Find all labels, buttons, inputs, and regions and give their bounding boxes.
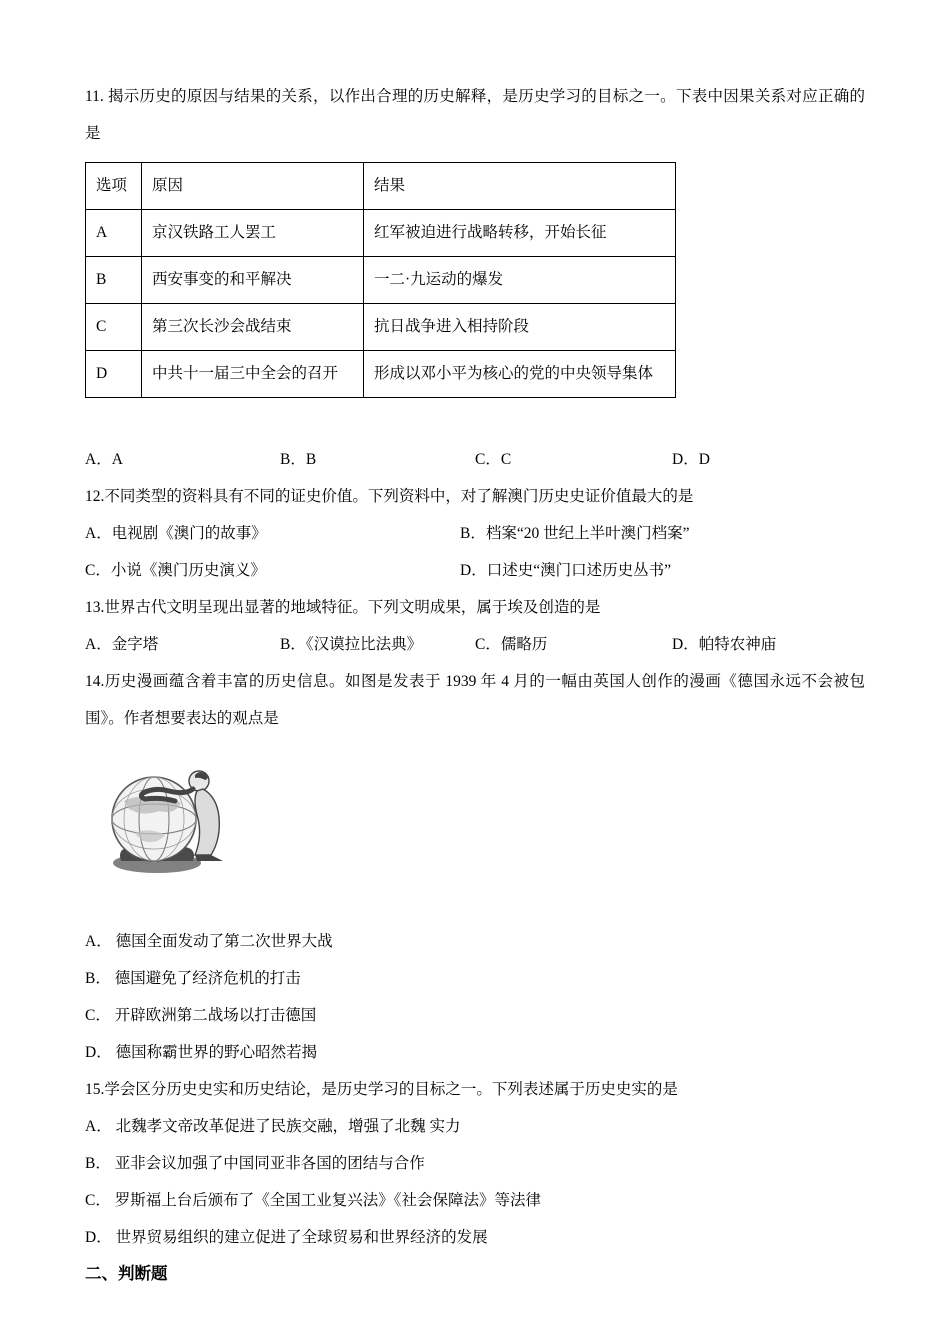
question-13-text: 13.世界古代文明呈现出显著的地域特征。下列文明成果，属于埃及创造的是 xyxy=(85,599,601,616)
table-header-row xyxy=(86,163,676,210)
table-header-option: 选项 xyxy=(86,163,142,210)
option-b: B．《汉谟拉比法典》 xyxy=(280,636,423,653)
question-12-options-row1 xyxy=(85,515,865,552)
question-14 xyxy=(85,663,865,1071)
option-c: C． 开辟欧洲第二战场以打击德国 xyxy=(85,1007,317,1024)
spacer xyxy=(85,889,865,923)
table-header-cause: 原因 xyxy=(142,163,364,210)
question-12 xyxy=(85,478,865,589)
option-b: B．B xyxy=(280,451,317,468)
option-a: A． 北魏孝文帝改革促进了民族交融，增强了北魏 实力 xyxy=(85,1118,461,1135)
option-d: D． 世界贸易组织的建立促进了全球贸易和世界经济的发展 xyxy=(85,1229,488,1246)
option-a: A． 德国全面发动了第二次世界大战 xyxy=(85,933,333,950)
table-row xyxy=(86,304,676,351)
table-cell: B xyxy=(86,257,142,304)
option-d: D． 德国称霸世界的野心昭然若揭 xyxy=(85,1044,318,1061)
option-d: D．帕特农神庙 xyxy=(672,636,777,653)
table-cell: 抗日战争进入相持阶段 xyxy=(364,304,676,351)
option-a: A．A xyxy=(85,451,123,468)
question-13 xyxy=(85,589,865,663)
question-15 xyxy=(85,1071,865,1256)
table-cell: 西安事变的和平解决 xyxy=(142,257,364,304)
question-11-options xyxy=(85,441,865,478)
table-row xyxy=(86,257,676,304)
option-d: D．口述史“澳门口述历史丛书” xyxy=(460,562,671,579)
question-12-text: 12.不同类型的资料具有不同的证史价值。下列资料中，对了解澳门历史史证价值最大的是 xyxy=(85,488,694,505)
option-c: C．儒略历 xyxy=(475,636,548,653)
option-c: C． 罗斯福上台后颁布了《全国工业复兴法》《社会保障法》等法律 xyxy=(85,1192,541,1209)
option-b: B． 德国避免了经济危机的打击 xyxy=(85,970,301,987)
table-cell: A xyxy=(86,210,142,257)
option-c: C．小说《澳门历史演义》 xyxy=(85,562,266,579)
question-12-options-row2 xyxy=(85,552,865,589)
question-14-text: 14.历史漫画蕴含着丰富的历史信息。如图是发表于 1939 年 4 月的一幅由英国人创作的漫画《德国永远不会被包围》。作者想要表达的观点是 xyxy=(85,673,865,727)
table-cell: 形成以邓小平为核心的党的中央领导集体 xyxy=(364,351,676,398)
option-d: D．D xyxy=(672,451,710,468)
table-cell: D xyxy=(86,351,142,398)
question-13-options xyxy=(85,626,865,663)
option-c: C．C xyxy=(475,451,512,468)
table-row xyxy=(86,210,676,257)
table-cell: 京汉铁路工人罢工 xyxy=(142,210,364,257)
table-cell: 一二·九运动的爆发 xyxy=(364,257,676,304)
question-15-text: 15.学会区分历史史实和历史结论，是历史学习的目标之一。下列表述属于历史史实的是 xyxy=(85,1081,678,1098)
table-cell: C xyxy=(86,304,142,351)
section-2-heading: 二、判断题 xyxy=(85,1265,168,1283)
table-cell: 第三次长沙会战结束 xyxy=(142,304,364,351)
option-b: B．档案“20 世纪上半叶澳门档案” xyxy=(460,525,690,542)
table-cell: 中共十一届三中全会的召开 xyxy=(142,351,364,398)
question-11 xyxy=(85,78,865,478)
question-11-table xyxy=(85,162,676,398)
globe-cartoon-illustration xyxy=(99,751,249,879)
table-row xyxy=(86,351,676,398)
table-header-result: 结果 xyxy=(364,163,676,210)
question-11-text: 11. 揭示历史的原因与结果的关系，以作出合理的历史解释，是历史学习的目标之一。下表中因果关系对应正确的是 xyxy=(85,88,865,142)
cartoon-image xyxy=(99,751,865,883)
option-b: B． 亚非会议加强了中国同亚非各国的团结与合作 xyxy=(85,1155,425,1172)
table-cell: 红军被迫进行战略转移，开始长征 xyxy=(364,210,676,257)
option-a: A．电视剧《澳门的故事》 xyxy=(85,525,267,542)
option-a: A．金字塔 xyxy=(85,636,159,653)
